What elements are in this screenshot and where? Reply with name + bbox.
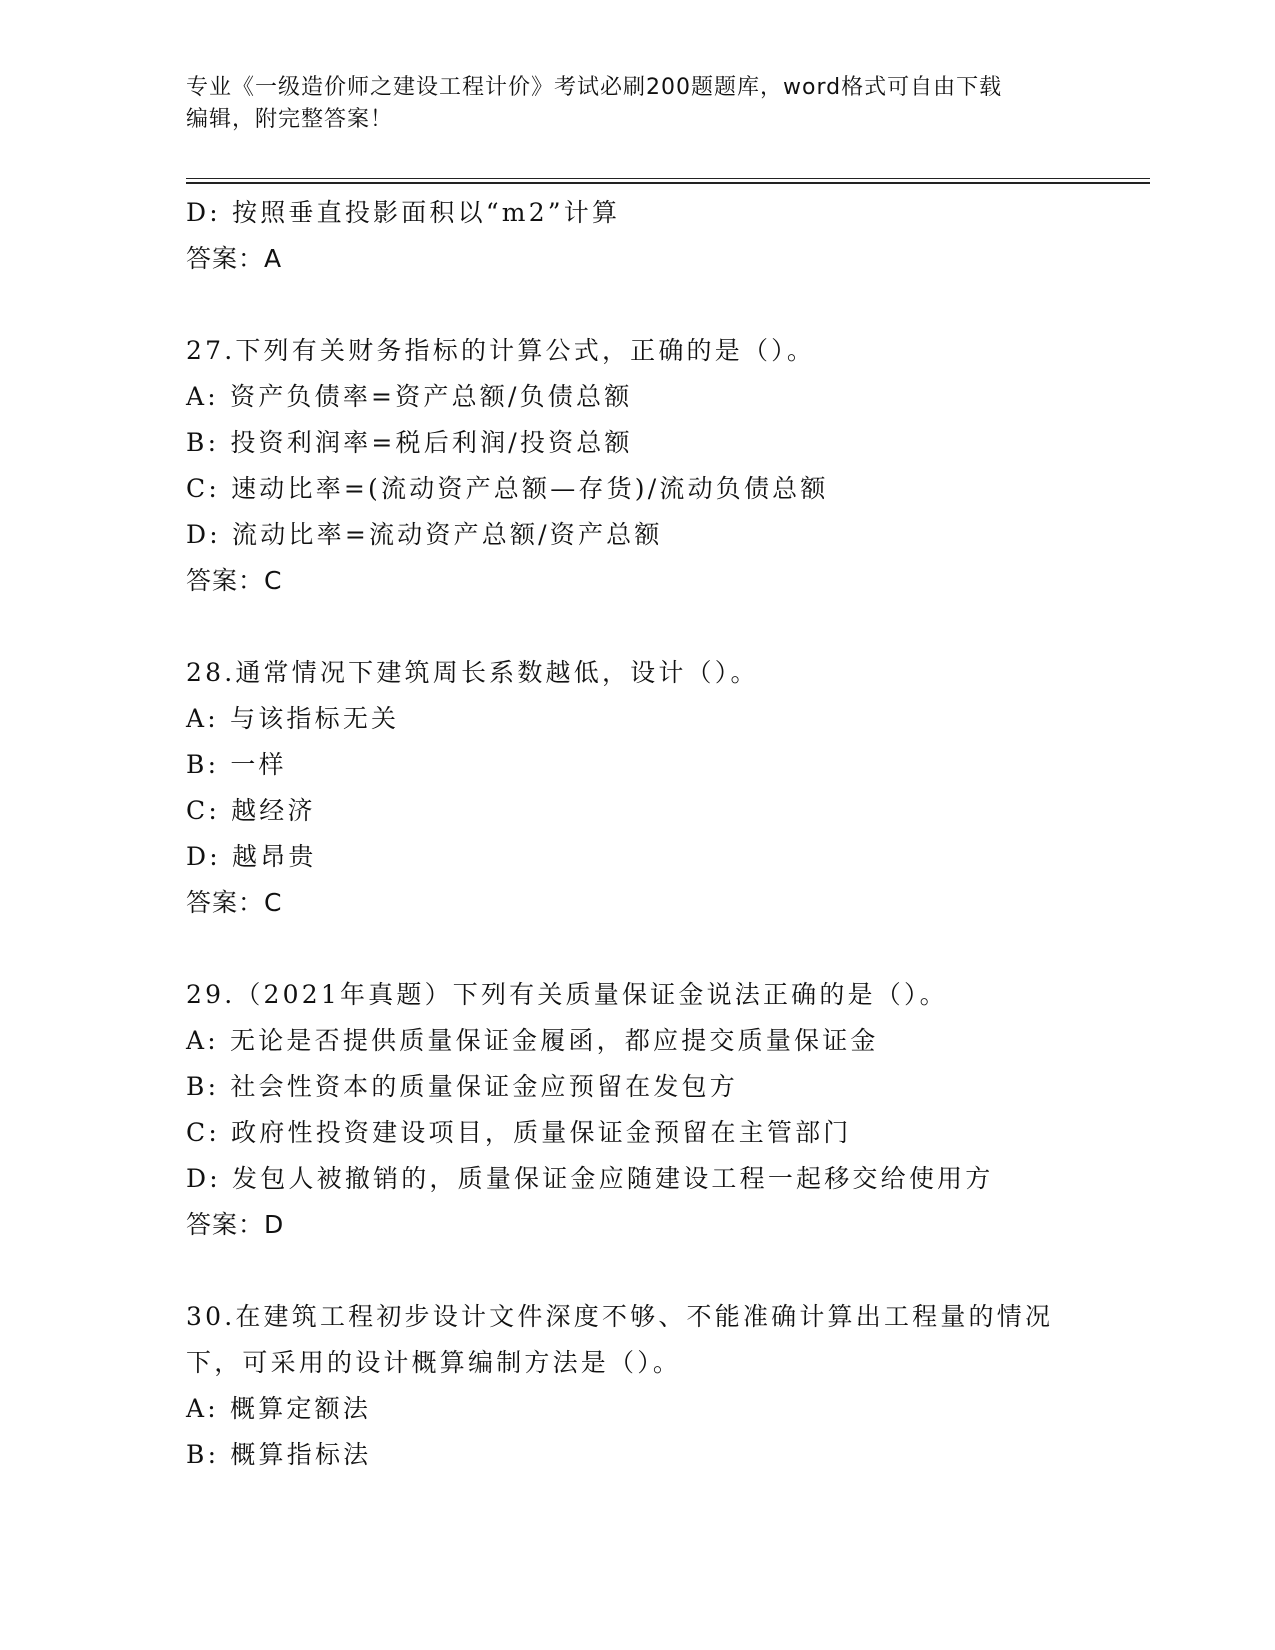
option-b: B: 社会性资本的质量保证金应预留在发包方 <box>186 1072 738 1101</box>
spacer <box>186 604 1086 650</box>
answer: 答案：D <box>186 1210 285 1239</box>
question-stem: 28.通常情况下建筑周长系数越低，设计（）。 <box>186 658 759 687</box>
question-stem: 30.在建筑工程初步设计文件深度不够、不能准确计算出工程量的情况下，可采用的设计概算编制方法是（）。 <box>186 1302 1054 1377</box>
option-b: B: 概算指标法 <box>186 1440 372 1469</box>
option-a: A: 与该指标无关 <box>186 704 400 733</box>
option-a: A: 资产负债率=资产总额/负债总额 <box>186 382 633 411</box>
question-29 <box>186 972 1086 1248</box>
header-rule-thick <box>186 182 1150 184</box>
question-30 <box>186 1294 1086 1478</box>
spacer <box>186 282 1086 328</box>
prev-answer: 答案：A <box>186 244 283 273</box>
option-c: C: 速动比率=(流动资产总额—存货)/流动负债总额 <box>186 474 829 503</box>
header-rule-thin <box>186 178 1150 179</box>
option-d: D: 流动比率=流动资产总额/资产总额 <box>186 520 663 549</box>
option-d: D: 越昂贵 <box>186 842 317 871</box>
question-stem: 27.下列有关财务指标的计算公式，正确的是（）。 <box>186 336 816 365</box>
answer: 答案：C <box>186 888 283 917</box>
option-c: C: 越经济 <box>186 796 316 825</box>
option-b: B: 一样 <box>186 750 287 779</box>
option-b: B: 投资利润率=税后利润/投资总额 <box>186 428 633 457</box>
spacer <box>186 1248 1086 1294</box>
question-content <box>186 190 1086 1478</box>
header-line-2: 编辑，附完整答案！ <box>186 107 394 132</box>
prev-option-d: D: 按照垂直投影面积以“m2”计算 <box>186 198 621 227</box>
document-header <box>186 72 1066 136</box>
question-27 <box>186 328 1086 604</box>
question-28 <box>186 650 1086 926</box>
question-stem: 29.（2021年真题）下列有关质量保证金说法正确的是（）。 <box>186 980 948 1009</box>
option-c: C: 政府性投资建设项目，质量保证金预留在主管部门 <box>186 1118 852 1147</box>
answer: 答案：C <box>186 566 283 595</box>
option-a: A: 概算定额法 <box>186 1394 372 1423</box>
header-line-1: 专业《一级造价师之建设工程计价》考试必刷200题题库，word格式可自由下载 <box>186 75 1003 100</box>
option-a: A: 无论是否提供质量保证金履函，都应提交质量保证金 <box>186 1026 879 1055</box>
option-d: D: 发包人被撤销的，质量保证金应随建设工程一起移交给使用方 <box>186 1164 994 1193</box>
spacer <box>186 926 1086 972</box>
